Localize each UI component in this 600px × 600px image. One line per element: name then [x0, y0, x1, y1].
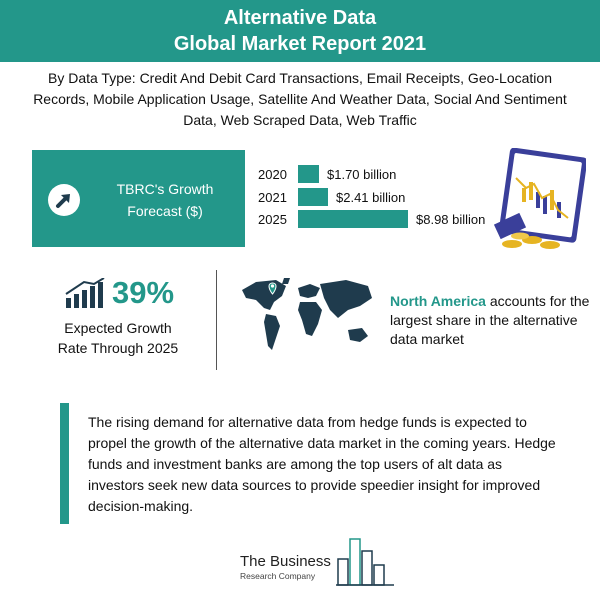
- bar-value-label: $2.41 billion: [336, 190, 406, 205]
- logo-name: The Business: [240, 553, 331, 570]
- data-type-subtitle: By Data Type: Credit And Debit Card Transactions, Email Receipts, Geo-Location Records, Mobile Application Usage, Satellite And Weather Data, Social And Sentiment Data, Web Scraped Data, Web Traffic: [33, 70, 567, 128]
- growth-rate-label: Expected Growth Rate Through 2025: [57, 320, 179, 356]
- logo-subtitle: Research Company: [240, 571, 316, 581]
- financial-chart-icon: [492, 148, 586, 250]
- region-share-text: [390, 292, 590, 349]
- world-map-icon: [236, 276, 378, 358]
- bar-year-label: 2021: [258, 190, 287, 205]
- bar-2020: [298, 165, 319, 183]
- report-title-line2: Global Market Report 2021: [173, 33, 427, 55]
- bar-value-label: $8.98 billion: [416, 212, 486, 227]
- bar-value-label: $1.70 billion: [327, 167, 397, 182]
- arrow-up-right-icon: [48, 184, 80, 216]
- bar-year-label: 2025: [258, 212, 287, 227]
- bar-2021: [298, 188, 328, 206]
- insight-accent-bar: [60, 403, 69, 524]
- section-divider: [216, 270, 217, 370]
- report-header: [0, 0, 600, 62]
- region-description: accounts for the largest share in the alternative data market: [390, 293, 590, 347]
- region-name: North America: [390, 293, 486, 309]
- growth-forecast-box: [32, 150, 245, 247]
- growth-forecast-label: TBRC's Growth Forecast ($): [116, 181, 214, 219]
- logo-bars-icon: [336, 535, 396, 587]
- growth-percent: 39%: [112, 275, 175, 310]
- insight-paragraph: The rising demand for alternative data from hedge funds is expected to propel the growth of the alternative data market in the coming years. Hedge funds and investment banks are among the top users of alt data as investors seek new data sources to provide speedier insight for improved decision-making.: [88, 414, 556, 514]
- report-title-line1: Alternative Data: [223, 7, 377, 29]
- bar-2025: [298, 210, 408, 228]
- growth-bars-icon: [64, 278, 108, 308]
- company-logo: [240, 535, 400, 590]
- bar-year-label: 2020: [258, 167, 287, 182]
